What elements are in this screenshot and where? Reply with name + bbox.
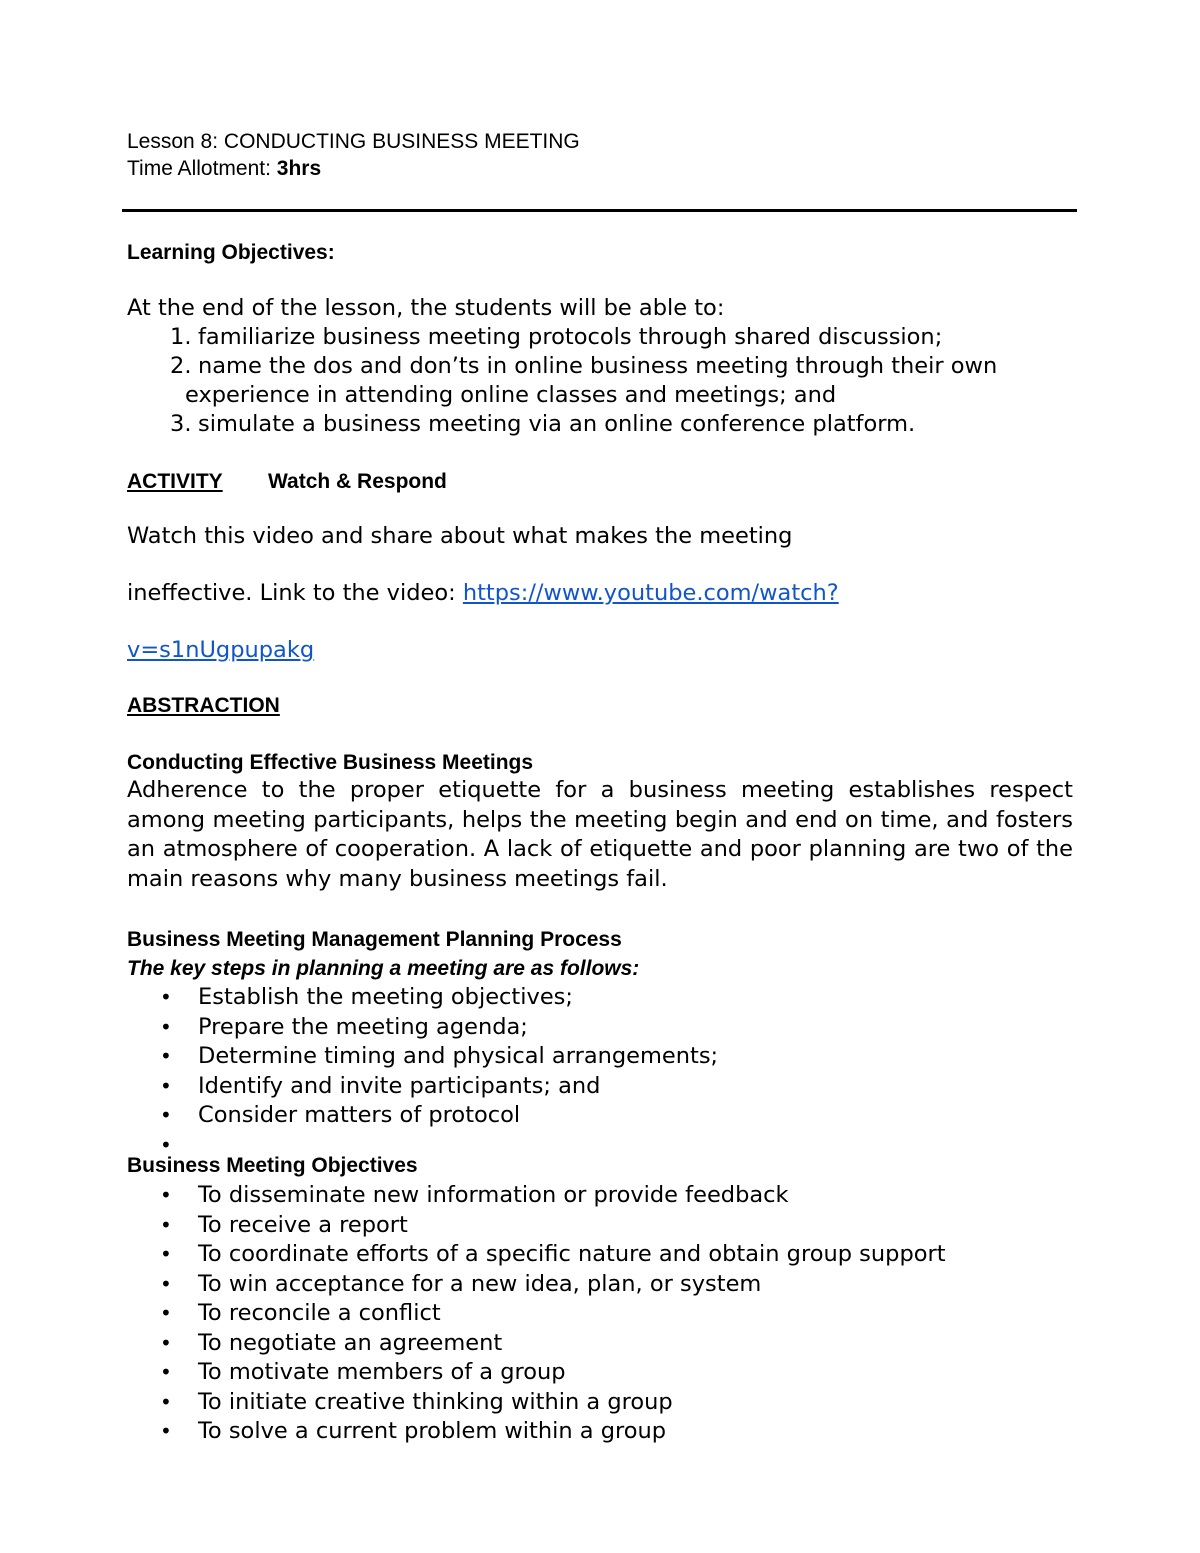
bullet-icon: • — [160, 1014, 172, 1039]
bullet-icon: • — [160, 1242, 172, 1266]
objectives-intro: At the end of the lesson, the students will be able to: — [127, 295, 725, 321]
lesson-line — [127, 129, 580, 155]
bullet-icon: • — [160, 1073, 172, 1098]
bullet-icon: • — [160, 1360, 172, 1384]
list-item: Consider matters of protocol — [198, 1102, 521, 1128]
section-heading-meeting-objectives: Business Meeting Objectives — [127, 1154, 418, 1177]
list-item: To negotiate an agreement — [198, 1329, 503, 1356]
list-item: Identify and invite participants; and — [198, 1072, 601, 1099]
bullet-icon: • — [160, 1389, 172, 1414]
list-item: To receive a report — [198, 1211, 408, 1238]
lesson-label: Lesson 8: — [127, 130, 224, 153]
bullet-icon: • — [160, 1271, 172, 1296]
list-item: To reconcile a conflict — [198, 1300, 441, 1326]
list-item: Determine timing and physical arrangements; — [198, 1043, 719, 1069]
lesson-title: CONDUCTING BUSINESS MEETING — [223, 130, 580, 153]
list-item: To disseminate new information or provide feedback — [198, 1182, 789, 1208]
abstraction-heading: ABSTRACTION — [127, 694, 280, 717]
list-item: To win acceptance for a new idea, plan, or system — [198, 1270, 762, 1297]
objective-number: 3. — [170, 411, 192, 437]
activity-link-line-2 — [127, 636, 314, 666]
time-label: Time Allotment: — [127, 157, 277, 180]
bullet-icon: • — [160, 1301, 172, 1325]
bullet-icon: • — [160, 1132, 172, 1157]
list-item: To initiate creative thinking within a group — [198, 1388, 673, 1415]
list-item: To coordinate efforts of a specific nature and obtain group support — [198, 1241, 946, 1267]
bullet-icon: • — [160, 985, 172, 1009]
activity-link-prefix: ineffective. Link to the video: — [127, 580, 463, 606]
objectives-heading: Learning Objectives: — [127, 241, 335, 264]
activity-instruction: Watch this video and share about what makes the meeting — [127, 523, 793, 549]
section-heading-planning-process: Business Meeting Management Planning Process — [127, 928, 622, 951]
list-item: Prepare the meeting agenda; — [198, 1013, 528, 1040]
objective-number: 1. — [170, 324, 192, 350]
bullet-icon: • — [160, 1103, 172, 1127]
objective-number: 2. — [170, 353, 192, 379]
bullet-icon: • — [160, 1044, 172, 1068]
objective-item: simulate a business meeting via an online conference platform. — [198, 411, 916, 437]
list-item: Establish the meeting objectives; — [198, 984, 573, 1010]
time-value: 3hrs — [276, 157, 322, 180]
bullet-icon: • — [160, 1212, 172, 1237]
header-divider — [122, 209, 1077, 212]
time-allotment-line — [127, 156, 321, 182]
activity-link-line — [127, 579, 839, 609]
etiquette-paragraph: Adherence to the proper etiquette for a business meeting establishes respect among meeting participants, helps the meeting begin and end on time, and fosters an atmosphere of cooperation. A lack of etiquette and poor planning are two of the main reasons why many business meetings fail. — [127, 777, 1073, 892]
objective-item: familiarize business meeting protocols through shared discussion; — [198, 324, 943, 350]
planning-steps-intro: The key steps in planning a meeting are as follows: — [127, 957, 640, 980]
video-link[interactable]: https://www.youtube.com/watch? — [462, 580, 839, 606]
bullet-icon: • — [160, 1183, 172, 1207]
bullet-icon: • — [160, 1419, 172, 1443]
objective-item-continuation: experience in attending online classes and meetings; and — [185, 382, 837, 408]
section-heading-effective-meetings: Conducting Effective Business Meetings — [127, 751, 534, 774]
list-item: To solve a current problem within a group — [198, 1418, 667, 1444]
bullet-icon: • — [160, 1330, 172, 1355]
activity-title: Watch & Respond — [268, 470, 447, 493]
video-link-continuation[interactable]: v=s1nUgpupakg — [127, 637, 315, 663]
activity-label: ACTIVITY — [127, 470, 223, 493]
objective-item: name the dos and don’ts in online business meeting through their own — [198, 353, 998, 379]
activity-heading — [127, 469, 223, 495]
list-item: To motivate members of a group — [198, 1359, 566, 1385]
